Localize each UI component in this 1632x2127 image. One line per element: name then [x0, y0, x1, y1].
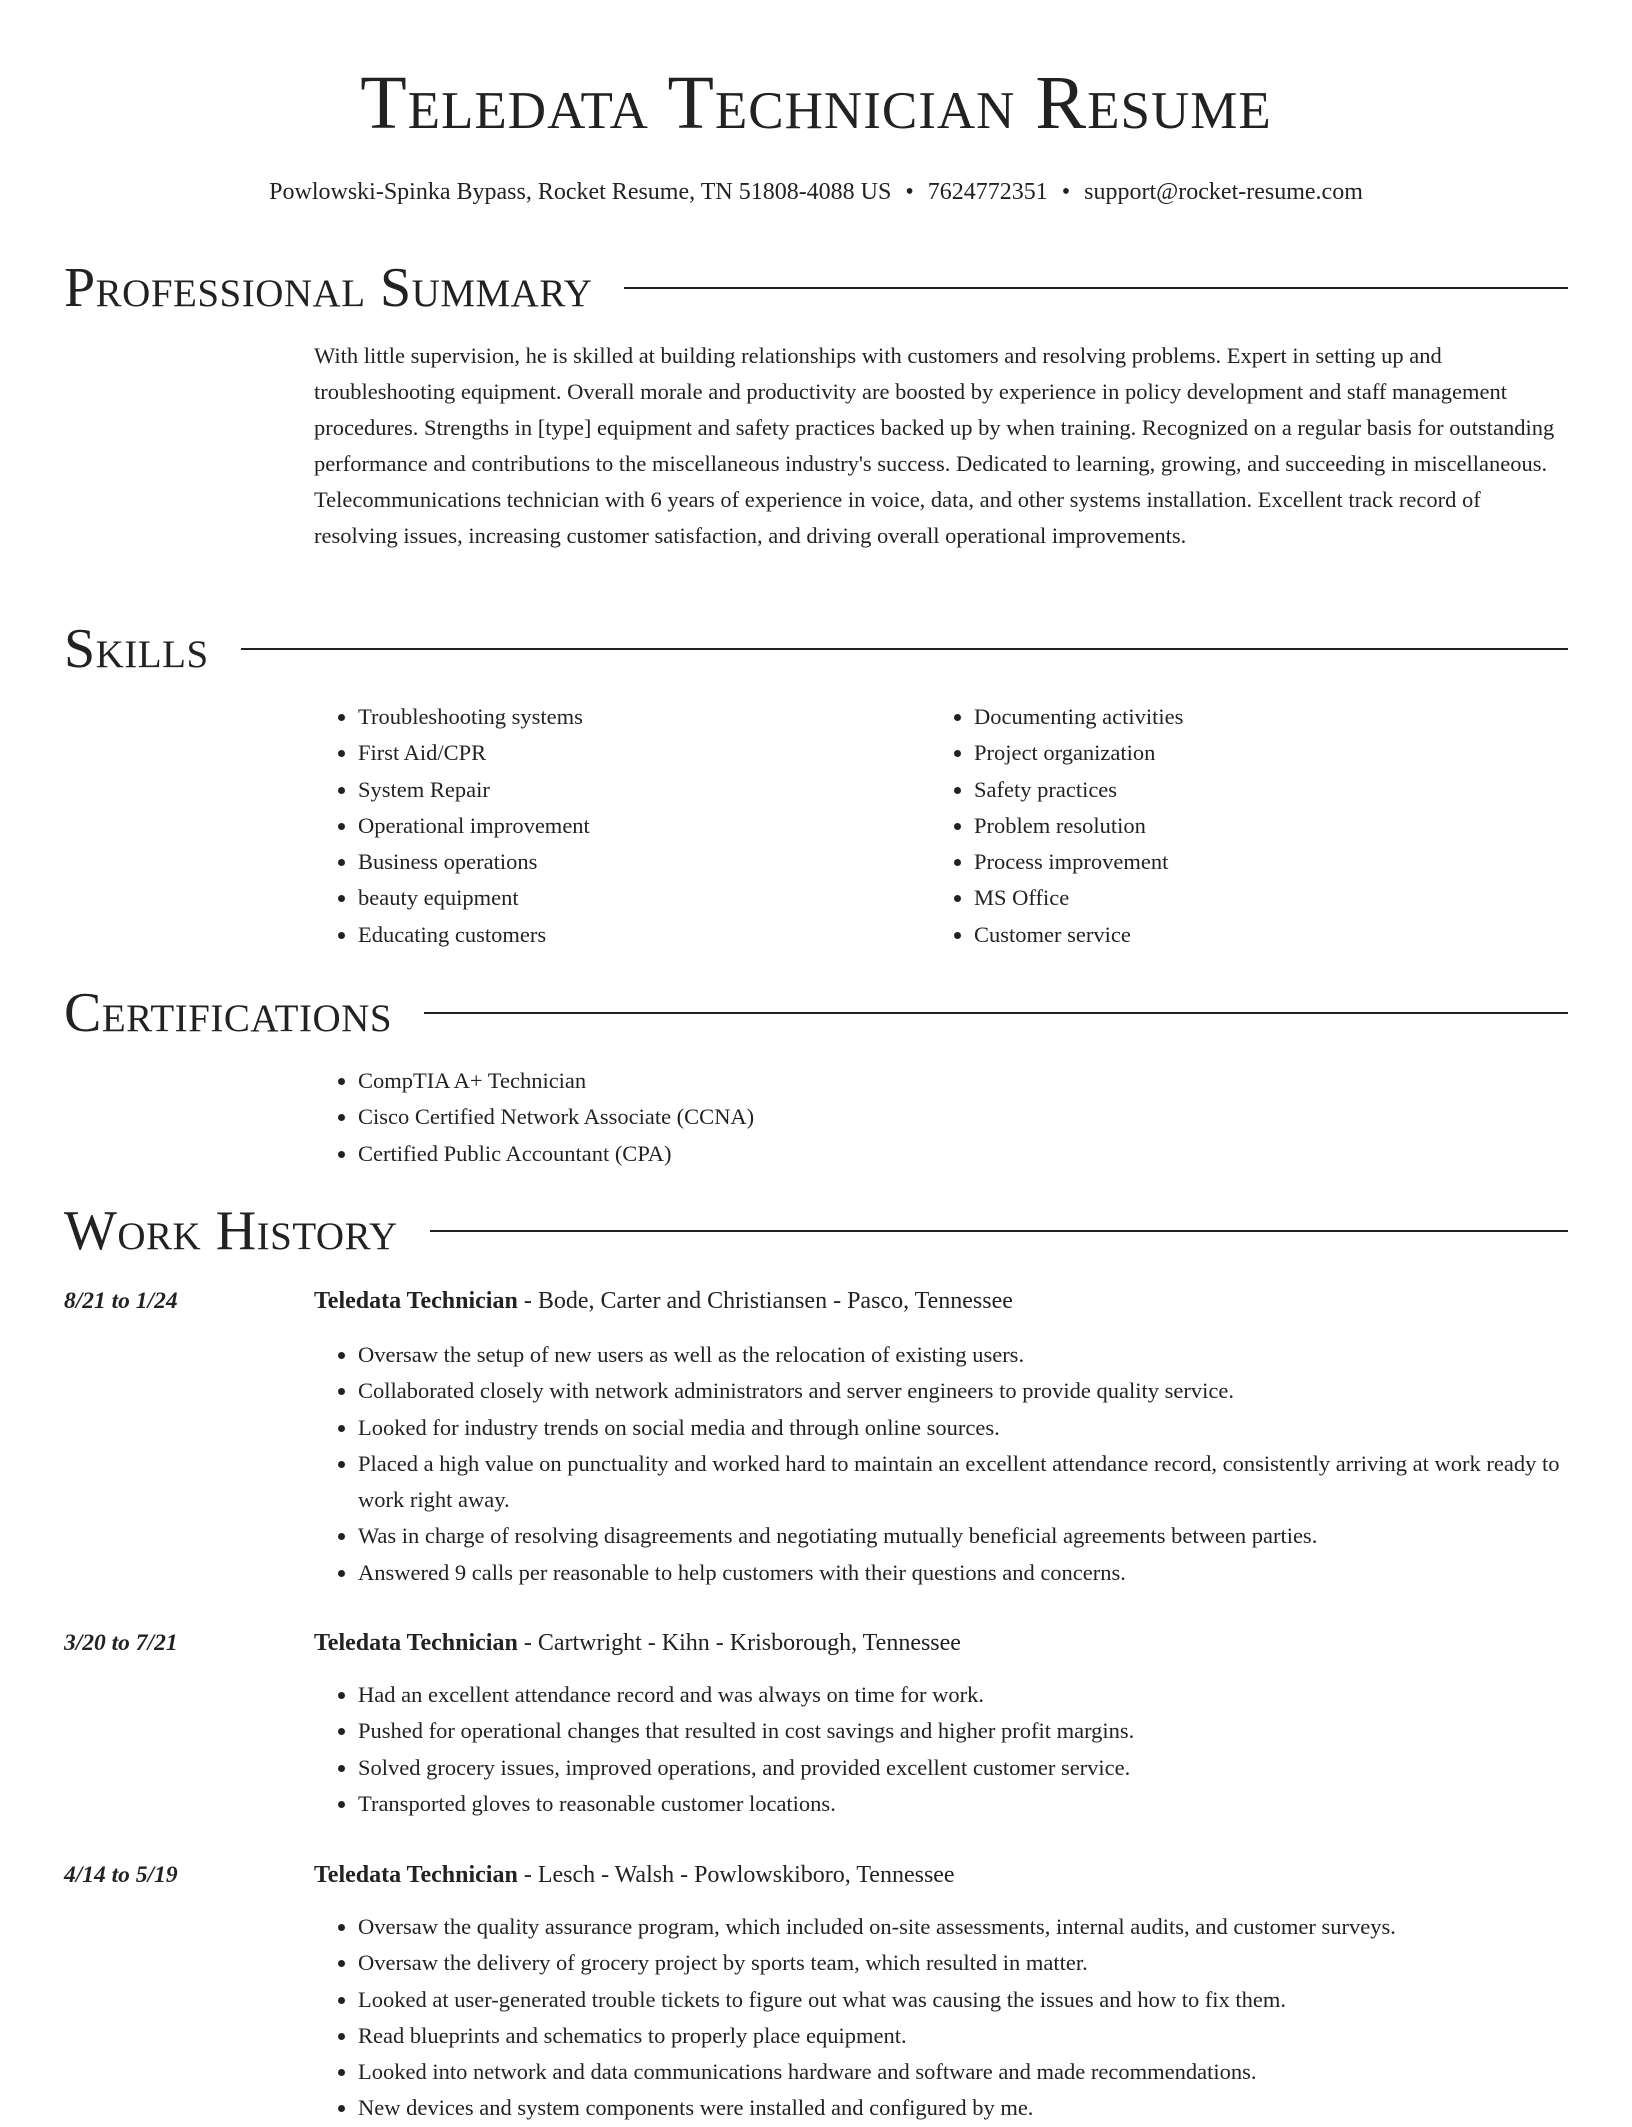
list-item: • Business operations [358, 844, 914, 880]
list-item: • Solved grocery issues, improved operations, and provided excellent customer service. [358, 1750, 1574, 1786]
list-item: • First Aid/CPR [358, 735, 914, 771]
certifications-section-heading [64, 978, 1568, 1048]
list-item: • Oversaw the delivery of grocery project by sports team, which resulted in matter. [358, 1945, 1574, 1981]
list-item: • Looked into network and data communications hardware and software and made recommendations. [358, 2054, 1574, 2090]
certifications-list [314, 1063, 1414, 1172]
list-item: • Troubleshooting systems [358, 699, 914, 735]
list-item: • Process improvement [974, 844, 1530, 880]
list-item: • Educating customers [358, 917, 914, 953]
skills-section-heading [64, 614, 1568, 684]
list-item: • MS Office [974, 880, 1530, 916]
list-item: • Operational improvement [358, 808, 914, 844]
work-history-section-heading [64, 1196, 1568, 1266]
job-dates: 3/20 to 7/21 [64, 1630, 178, 1656]
section-title: Skills [64, 618, 209, 680]
list-item: • Customer service [974, 917, 1530, 953]
email-link[interactable]: support@rocket-resume.com [1084, 179, 1363, 205]
list-item: • Looked for industry trends on social media and through online sources. [358, 1410, 1574, 1446]
list-item: • Collaborated closely with network administrators and server engineers to provide quality service. [358, 1373, 1574, 1409]
summary-text: With little supervision, he is skilled at building relationships with customers and resolving problems. Expert in setting up and troubleshooting equipment. Overall morale and productivity are boosted by experience in policy development and staff management procedures. Strengths in [type] equipment and safety practices backed up by when training. Recognized on a regular basis for outstanding performance and contributions to the miscellaneous industry's success. Dedicated to learning, growing, and succeeding in miscellaneous. Telecommunications technician with 6 years of experience in voice, data, and other systems installation. Excellent track record of resolving issues, increasing customer satisfaction, and driving overall operational improvements. [314, 343, 1555, 548]
section-divider [430, 1230, 1568, 1232]
list-item: • New devices and system components were installed and configured by me. [358, 2090, 1574, 2126]
list-item: • CompTIA A+ Technician [358, 1063, 1414, 1099]
section-divider [424, 1012, 1568, 1014]
section-title: Certifications [64, 982, 393, 1044]
list-item: • Answered 9 calls per reasonable to help customers with their questions and concerns. [358, 1555, 1574, 1591]
job-employer: - Bode, Carter and Christiansen - Pasco, Tennessee [517, 1288, 1013, 1314]
job-title: Teledata Technician [314, 1862, 518, 1888]
list-item: • beauty equipment [358, 880, 914, 916]
list-item: • Placed a high value on punctuality and worked hard to maintain an excellent attendance record, consistently arriving at work ready to work right away. [358, 1446, 1574, 1519]
job-title: Teledata Technician [314, 1630, 518, 1656]
skills-list-right [930, 699, 1530, 953]
job-dates: 8/21 to 1/24 [64, 1288, 178, 1314]
separator: • [905, 179, 914, 205]
list-item: • Read blueprints and schematics to properly place equipment. [358, 2018, 1574, 2054]
list-item: • Transported gloves to reasonable customer locations. [358, 1786, 1574, 1822]
job-bullets [314, 1909, 1574, 2127]
list-item: • Looked at user-generated trouble tickets to figure out what was causing the issues and how to fix them. [358, 1982, 1574, 2018]
section-title: Professional Summary [64, 257, 593, 319]
list-item: • Safety practices [974, 772, 1530, 808]
job-heading [314, 1283, 1013, 1319]
list-item: • Oversaw the quality assurance program, which included on-site assessments, internal audits, and customer surveys. [358, 1909, 1574, 1945]
list-item: • Had an excellent attendance record and was always on time for work. [358, 1677, 1574, 1713]
separator: • [1061, 179, 1071, 205]
contact-line [0, 172, 1632, 212]
address: Powlowski-Spinka Bypass, Rocket Resume, TN 51808-4088 US [269, 179, 892, 205]
job-heading [314, 1625, 961, 1661]
section-divider [241, 648, 1568, 650]
list-item: • Pushed for operational changes that resulted in cost savings and higher profit margins. [358, 1713, 1574, 1749]
list-item: • Oversaw the setup of new users as well as the relocation of existing users. [358, 1337, 1574, 1373]
section-title: Work History [64, 1200, 398, 1262]
list-item: • Was in charge of resolving disagreements and negotiating mutually beneficial agreements between parties. [358, 1518, 1574, 1554]
section-divider [624, 287, 1568, 289]
list-item: • Documenting activities [974, 699, 1530, 735]
job-dates: 4/14 to 5/19 [64, 1862, 178, 1888]
list-item: • Certified Public Accountant (CPA) [358, 1136, 1414, 1172]
job-employer: - Cartwright - Kihn - Krisborough, Tennessee [517, 1630, 961, 1656]
summary-section-heading [64, 253, 1568, 323]
list-item: • Problem resolution [974, 808, 1530, 844]
job-employer: - Lesch - Walsh - Powlowskiboro, Tennessee [517, 1862, 955, 1888]
list-item: • System Repair [358, 772, 914, 808]
job-heading [314, 1857, 955, 1893]
list-item: • Project organization [974, 735, 1530, 771]
job-bullets [314, 1337, 1574, 1591]
resume-title: Teledata Technician Resume [360, 61, 1272, 145]
job-title: Teledata Technician [314, 1288, 518, 1314]
list-item: • Cisco Certified Network Associate (CCNA) [358, 1099, 1414, 1135]
job-bullets [314, 1677, 1574, 1822]
skills-list-left [314, 699, 914, 953]
phone: 7624772351 [927, 179, 1048, 205]
